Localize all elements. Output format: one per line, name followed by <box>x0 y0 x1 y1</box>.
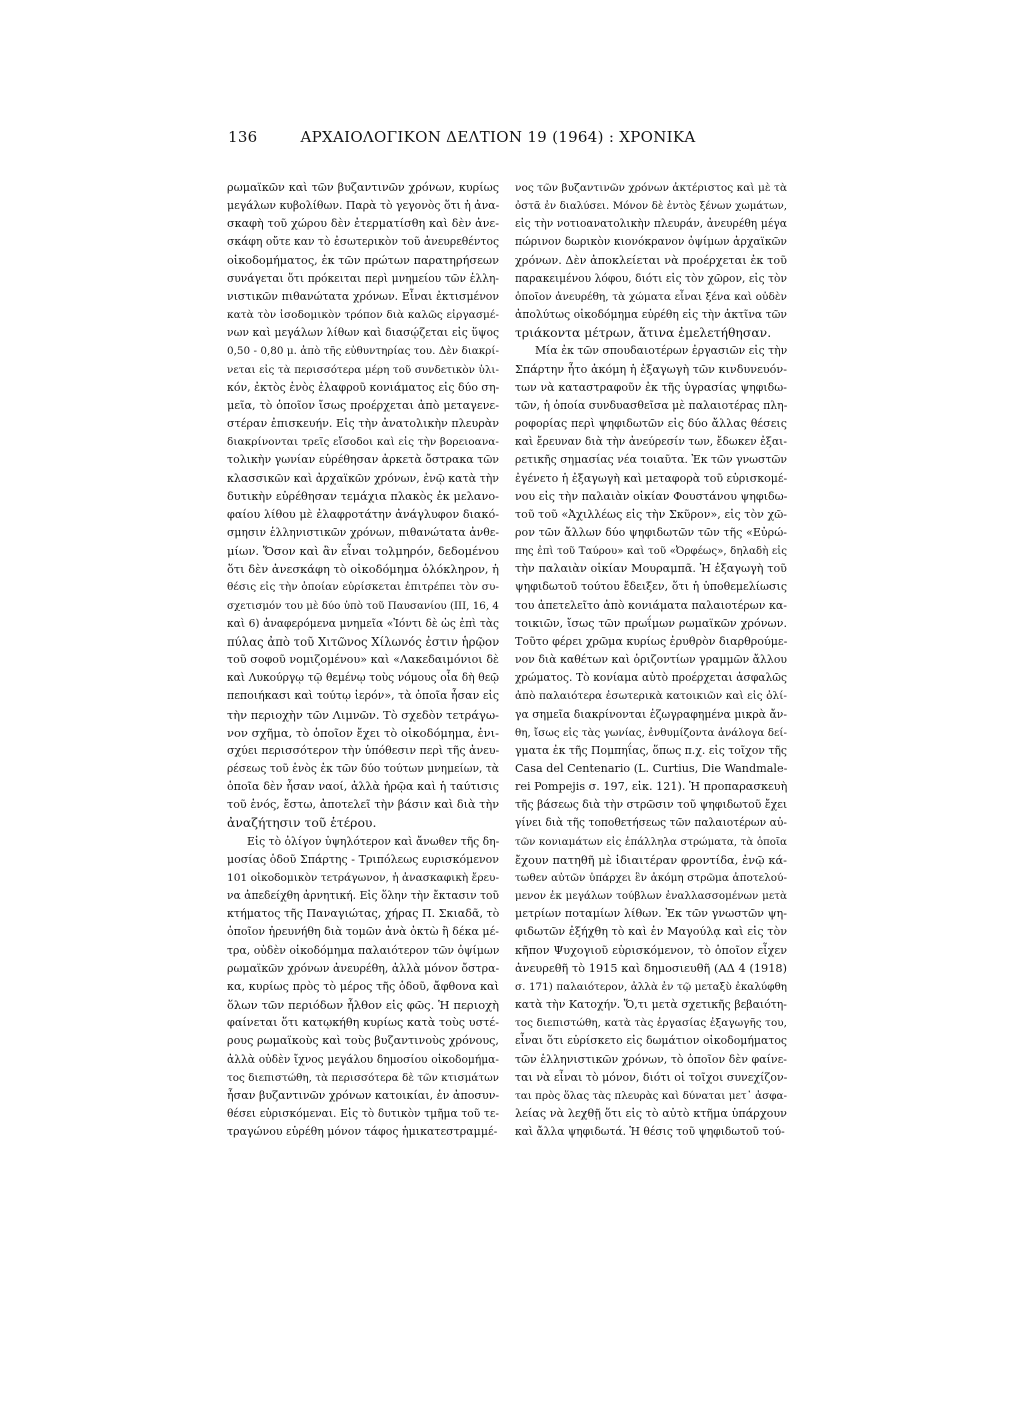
journal-title: ΑΡΧΑΙΟΛΟΓΙΚΟΝ ΔΕΛΤΙΟΝ 19 (1964) : ΧΡΟΝΙΚΑ <box>300 128 696 146</box>
text-line: ὅτι δὲν ἀνεσκάφη τὸ οἰκοδόμημα ὁλόκληρον, ἡ <box>227 562 499 577</box>
text-line: κατὰ τὴν Κατοχήν. Ὅ,τι μετὰ σχετικῆς βεβαιότη- <box>515 998 787 1012</box>
text-line: τος διεπιστώθη, τὰ περισσότερα δὲ τῶν κτισμάτων <box>227 1071 499 1084</box>
text-line: ὁποῖον ἀνευρέθη, τὰ χώματα εἶναι ξένα καὶ οὐδὲν <box>515 290 787 303</box>
text-line: συνάγεται ὅτι πρόκειται περὶ μνημείου τῶν ἑλλη- <box>227 271 499 285</box>
text-line: τῶν, ἡ ὁποία συνδυασθεῖσα μὲ παλαιοτέρας πλη- <box>515 398 787 412</box>
text-line: rei Pompejis σ. 197, εἰκ. 121). Ἡ προπαρασκευὴ <box>515 780 787 794</box>
right-column <box>515 179 787 1309</box>
text-line: νον σχῆμα, τὸ ὁποῖον ἔχει τὸ οἰκοδόμημα, ἐνι- <box>227 725 499 740</box>
text-line: τρα, οὐδὲν οἰκοδόμημα παλαιότερον τῶν ὀψίμων <box>227 943 499 957</box>
text-line: ρον τῶν ἄλλων δύο ψηφιδωτῶν τῶν τῆς «Εὐρώ- <box>515 525 787 539</box>
text-line: Εἰς τὸ ὀλίγον ὑψηλότερον καὶ ἄνωθεν τῆς δη- <box>247 834 499 848</box>
text-line: 101 οἰκοδομικὸν τετράγωνον, ἡ ἀνασκαφικὴ ἔρευ- <box>227 871 499 884</box>
text-line: μίων. Ὅσον καὶ ἂν εἶναι τολμηρόν, δεδομένου <box>227 544 499 559</box>
text-line: νου εἰς τὴν παλαιὰν οἰκίαν Φουστάνου ψηφιδω- <box>515 489 787 503</box>
text-line: φιδωτῶν ἐξήχθη τὸ καὶ ἐν Μαγούλᾳ καὶ εἰς τὸν <box>515 925 787 939</box>
text-line: ἀνευρεθῆ τὸ 1915 καὶ δημοσιευθῆ (ΑΔ 4 (1918) <box>515 961 787 975</box>
text-line: γματα ἐκ τῆς Πομπηΐας, ὅπως π.χ. εἰς τοῖχον τῆς <box>515 743 787 757</box>
text-line: τοῦ τοῦ «Ἀχιλλέως εἰς τὴν Σκῦρον», εἰς τὸν χῶ- <box>515 507 787 521</box>
text-line: τωθεν αὐτῶν ὑπάρχει ἓν ἀκόμη στρῶμα ἀποτελού- <box>515 871 787 884</box>
text-line: καὶ ἔρευναν διὰ τὴν ἀνεύρεσίν των, ἔδωκεν ἐξαι- <box>515 435 787 449</box>
paragraph <box>227 179 499 833</box>
text-line: δυτικὴν εὑρέθησαν τεμάχια πλακὸς ἐκ μελανο- <box>227 489 499 503</box>
text-line: τραγώνου εὑρέθη μόνον τάφος ἡμικατεστραμμέ- <box>227 1125 498 1139</box>
text-line: ὁποῖα δὲν ἦσαν ναοί, ἀλλὰ ἡρῷα καὶ ἡ ταύτισις <box>227 780 499 794</box>
text-line: πύλας ἀπὸ τοῦ Χιτῶνος Χίλωνός ἐστιν ἡρῷον <box>227 634 499 649</box>
text-line: ρωμαϊκῶν καὶ τῶν βυζαντινῶν χρόνων, κυρίως <box>227 181 499 194</box>
text-line: τοικιῶν, ἴσως τῶν πρωΐμων ρωμαϊκῶν χρόνων. <box>515 616 787 630</box>
text-line: θέσις εἰς τὴν ὁποίαν εὑρίσκεται ἐπιτρέπει τὸν συ- <box>227 581 499 594</box>
paragraph <box>515 342 787 1141</box>
text-line: σκαφὴ τοῦ χώρου δὲν ἐτερματίσθη καὶ δὲν ἀνε- <box>227 217 499 231</box>
text-line: πώρινον δωρικὸν κιονόκρανον ὀψίμων ἀρχαϊκῶν <box>515 235 787 249</box>
text-line: ἀναζήτησιν τοῦ ἑτέρου. <box>227 815 377 831</box>
text-line: νον διὰ καθέτων καὶ ὁριζοντίων γραμμῶν ἄλλου <box>515 653 787 667</box>
text-line: παρακειμένου λόφου, διότι εἰς τὸν χῶρον, εἰς τὸν <box>515 271 787 285</box>
text-line: τῶν κονιαμάτων εἰς ἐπάλληλα στρώματα, τὰ ὁποῖα <box>515 835 787 848</box>
text-line: σχύει περισσότερον τὴν ὑπόθεσιν περὶ τῆς ἀνευ- <box>227 743 499 757</box>
text-line: ψηφιδωτοῦ τούτου ἔδειξεν, ὅτι ἡ ὑποθεμελίωσις <box>515 580 787 594</box>
text-line: χρόνων. Δὲν ἀποκλείεται νὰ προέρχεται ἐκ τοῦ <box>515 253 787 267</box>
text-line: νος τῶν βυζαντινῶν χρόνων ἀκτέριστος καὶ μὲ τὰ <box>515 182 787 194</box>
text-line: ται πρὸς ὅλας τὰς πλευρὰς καὶ δύναται μετ᾽ ἀσφα- <box>515 1089 787 1102</box>
text-line: μοσίας ὁδοῦ Σπάρτης - Τριπόλεως ευρισκόμενον <box>227 852 499 866</box>
text-line: ρετικῆς σημασίας νέα τοιαῦτα. Ἐκ τῶν γνωστῶν <box>515 453 787 467</box>
text-line: οἰκοδομήματος, ἐκ τῶν πρώτων παρατηρήσεων <box>227 253 499 267</box>
text-line: γα σημεῖα διακρίνονται ἐζωγραφημένα μικρὰ ἄν- <box>515 707 787 721</box>
text-line: μενον ἐκ μεγάλων τούβλων ἐναλλασσομένων μετὰ <box>515 890 787 903</box>
text-line: καὶ Λυκούργῳ τῷ θεμένῳ τοὺς νόμους οἷα δὴ θεῷ <box>227 671 499 685</box>
text-line: μεγάλων κυβολίθων. Παρὰ τὸ γεγονὸς ὅτι ἡ ἀνα- <box>227 199 499 213</box>
text-line: νεται εἰς τὰ περισσότερα μέρη τοῦ συνδετικὸν ὑλι- <box>227 363 499 376</box>
text-line: ἔχουν πατηθῆ μὲ ἰδιαιτέραν φροντίδα, ἐνῷ κά- <box>515 852 787 867</box>
text-line: λείας νὰ λεχθῇ ὅτι εἰς τὸ αὐτὸ κτῆμα ὑπάρχουν <box>515 1106 787 1120</box>
text-line: κλασσικῶν καὶ ἀρχαϊκῶν χρόνων, ἐνῷ κατὰ τὴν <box>227 471 499 485</box>
text-line: κῆπον Ψυχογιοῦ εὑρισκόμενον, τὸ ὁποῖον εἶχεν <box>515 943 787 957</box>
text-line: χρώματος. Τὸ κονίαμα αὐτὸ προέρχεται ἀσφαλῶς <box>515 671 787 685</box>
text-line: θη, ἴσως εἰς τὰς γωνίας, ἐνθυμίζοντα ἀνάλογα δεί- <box>515 726 787 739</box>
text-line: κα, κυρίως πρὸς τὸ μέρος τῆς ὁδοῦ, ἄφθονα καὶ <box>227 979 499 993</box>
text-line: Τοῦτο φέρει χρῶμα κυρίως ἐρυθρὸν διαρθρούμε- <box>515 634 787 648</box>
text-line: σ. 171) παλαιότερον, ἀλλὰ ἐν τῷ μεταξὺ ἐκαλύφθη <box>515 980 787 993</box>
text-line: εἶναι ὅτι εὑρίσκετο εἰς δωμάτιον οἰκοδομήματος <box>515 1034 787 1048</box>
text-line: ται νὰ εἶναι τὸ μόνον, διότι οἱ τοῖχοι συνεχίζον- <box>515 1070 787 1084</box>
text-line: ρέσεως τοῦ ἑνὸς ἐκ τῶν δύο τούτων μνημείων, τὰ <box>227 762 499 775</box>
text-line: νιστικῶν πιθανώτατα χρόνων. Εἶναι ἐκτισμένον <box>227 289 499 303</box>
text-line: ροφορίας περὶ ψηφιδωτῶν εἰς δύο ἄλλας θέσεις <box>515 417 787 431</box>
text-line: Σπάρτην ἦτο ἀκόμη ἡ ἐξαγωγὴ τῶν κινδυνευόν- <box>515 362 787 376</box>
text-line: καὶ 6) ἀναφερόμενα μνημεῖα «Ἰόντι δὲ ὡς ἐπὶ τὰς <box>227 616 499 630</box>
text-line: τριάκοντα μέτρων, ἅτινα ἐμελετήθησαν. <box>515 325 772 341</box>
text-line: Μία ἐκ τῶν σπουδαιοτέρων ἐργασιῶν εἰς τὴν <box>535 344 787 358</box>
text-line: γίνει διὰ τῆς τοποθετήσεως τῶν παλαιοτέρων αὐ- <box>515 816 787 830</box>
text-line: ὁποῖον ἠρευνήθη διὰ τομῶν ἀνὰ ὀκτὼ ἢ δέκα μέ- <box>227 925 499 939</box>
text-line: ὅλων τῶν περιόδων ἦλθον εἰς φῶς. Ἡ περιοχὴ <box>227 998 499 1013</box>
text-line: ρωμαϊκῶν χρόνων ἀνευρέθη, ἀλλὰ μόνον ὄστρα- <box>227 961 499 975</box>
text-line: σκάφη οὔτε καν τὸ ἐσωτερικὸν τοῦ ἀνευρεθέντος <box>227 235 499 249</box>
left-column <box>227 179 499 1309</box>
text-line: σμησιν ἑλληνιστικῶν χρόνων, πιθανώτατα ἀνθε- <box>227 525 499 539</box>
text-line: φαίνεται ὅτι κατῳκήθη κυρίως κατὰ τοὺς υστέ- <box>227 1016 499 1030</box>
text-line: φαίου λίθου μὲ ἐλαφροτάτην ἀνάγλυφον διακό- <box>227 507 499 521</box>
text-line: τοῦ σοφοῦ νομιζομένου» καὶ «Λακεδαιμόνιοι δὲ <box>227 653 499 667</box>
paragraph <box>515 179 787 342</box>
text-line: κόν, ἐκτὸς ἑνὸς ἐλαφροῦ κονιάματος εἰς δύο ση- <box>227 380 499 394</box>
text-line: τὴν παλαιὰν οἰκίαν Μουραμπᾶ. Ἡ ἐξαγωγὴ τοῦ <box>515 562 787 576</box>
running-head <box>228 128 768 150</box>
text-line: ὀστᾶ ἐν διαλύσει. Μόνον δὲ ἐντὸς ξένων χωμάτων, <box>515 200 787 213</box>
text-line: διακρίνονται τρεῖς εἴσοδοι καὶ εἰς τὴν βορειοανα- <box>227 436 499 449</box>
text-line: ἀπὸ παλαιότερα ἐσωτερικὰ κατοικιῶν καὶ εἰς ὀλί- <box>515 690 787 703</box>
text-line: κατὰ τὸν ἰσοδομικὸν τρόπον διὰ καλῶς εἰργασμέ- <box>227 309 499 322</box>
text-line: ἐγένετο ἡ ἐξαγωγὴ καὶ μεταφορὰ τοῦ εὑρισκομέ- <box>515 471 787 485</box>
text-line: στέραν ἐπισκευήν. Εἰς τὴν ἀνατολικὴν πλευρὰν <box>227 417 499 431</box>
text-line: πεποιήκασι καὶ τούτῳ ἱερόν», τὰ ὁποῖα ἦσαν εἰς <box>227 689 499 703</box>
text-line: τὴν περιοχὴν τῶν Λιμνῶν. Τὸ σχεδὸν τετράγω- <box>227 707 499 722</box>
text-line: ρους ρωμαϊκοὺς καὶ τοὺς βυζαντινοὺς χρόνους, <box>227 1034 499 1048</box>
text-line: τος διεπιστώθη, κατὰ τὰς ἐργασίας ἐξαγωγῆς του, <box>515 1017 787 1030</box>
text-line: κτήματος τῆς Παναγιώτας, χήρας Π. Σκιαδᾶ, τὸ <box>227 907 499 921</box>
text-line: ἀπολύτως οἰκοδόμημα εὑρέθη εἰς τὴν ἀκτῖνα τῶν <box>515 308 787 322</box>
text-line: θέσει εὑρισκόμεναι. Εἰς τὸ δυτικὸν τμῆμα τοῦ τε- <box>227 1106 499 1120</box>
text-line: Casa del Centenario (L. Curtius, Die Wandmale- <box>515 762 787 775</box>
text-line: νων καὶ μεγάλων λίθων καὶ διασῴζεται εἰς ὕψος <box>227 326 499 340</box>
text-line: καὶ ἄλλα ψηφιδωτά. Ἡ θέσις τοῦ ψηφιδωτοῦ τού- <box>515 1125 785 1139</box>
text-line: εἰς τὴν νοτιοανατολικὴν πλευράν, ἀνευρέθη μέγα <box>515 217 787 231</box>
text-line: ἦσαν βυζαντινῶν χρόνων κατοικίαι, ἐν ἀποσυν- <box>227 1088 499 1102</box>
page-number: 136 <box>228 128 258 146</box>
text-line: των νὰ καταστραφοῦν ἐκ τῆς ὑγρασίας ψηφιδω- <box>515 380 787 394</box>
text-line: 0,50 - 0,80 μ. ἀπὸ τῆς εὐθυντηρίας του. Δὲν διακρί- <box>227 345 499 358</box>
text-line: πης ἐπὶ τοῦ Ταύρου» καὶ τοῦ «Ὀρφέως», δηλαδὴ εἰς <box>515 545 787 558</box>
text-line: του ἀπετελεῖτο ἀπὸ κονιάματα παλαιοτέρων κα- <box>515 598 787 612</box>
text-line: ἀλλὰ οὐδὲν ἴχνος μεγάλου δημοσίου οἰκοδομήμα- <box>227 1052 499 1066</box>
text-columns <box>227 179 787 1309</box>
text-line: τῆς βάσεως διὰ τὴν στρῶσιν τοῦ ψηφιδωτοῦ ἔχει <box>515 798 787 812</box>
text-line: σχετισμόν του μὲ δύο ὑπὸ τοῦ Παυσανίου (III, 16, 4 <box>227 599 499 612</box>
text-line: μεῖα, τὸ ὁποῖον ἴσως προέρχεται ἀπὸ μεταγενε- <box>227 398 499 412</box>
text-line: τοῦ ἑνός, ἔστω, ἀποτελεῖ τὴν βάσιν καὶ διὰ τὴν <box>227 798 499 812</box>
paragraph <box>227 833 499 1142</box>
text-line: μετρίων ποταμίων λίθων. Ἐκ τῶν γνωστῶν ψη- <box>515 907 787 921</box>
text-line: να ἀπεδείχθη ἀρνητική. Εἰς ὅλην τὴν ἔκτασιν τοῦ <box>227 889 499 903</box>
text-line: τολικὴν γωνίαν εὑρέθησαν ἀρκετὰ ὄστρακα τῶν <box>227 453 499 467</box>
text-line: τῶν ἑλληνιστικῶν χρόνων, τὸ ὁποῖον δὲν φαίνε- <box>515 1052 787 1066</box>
